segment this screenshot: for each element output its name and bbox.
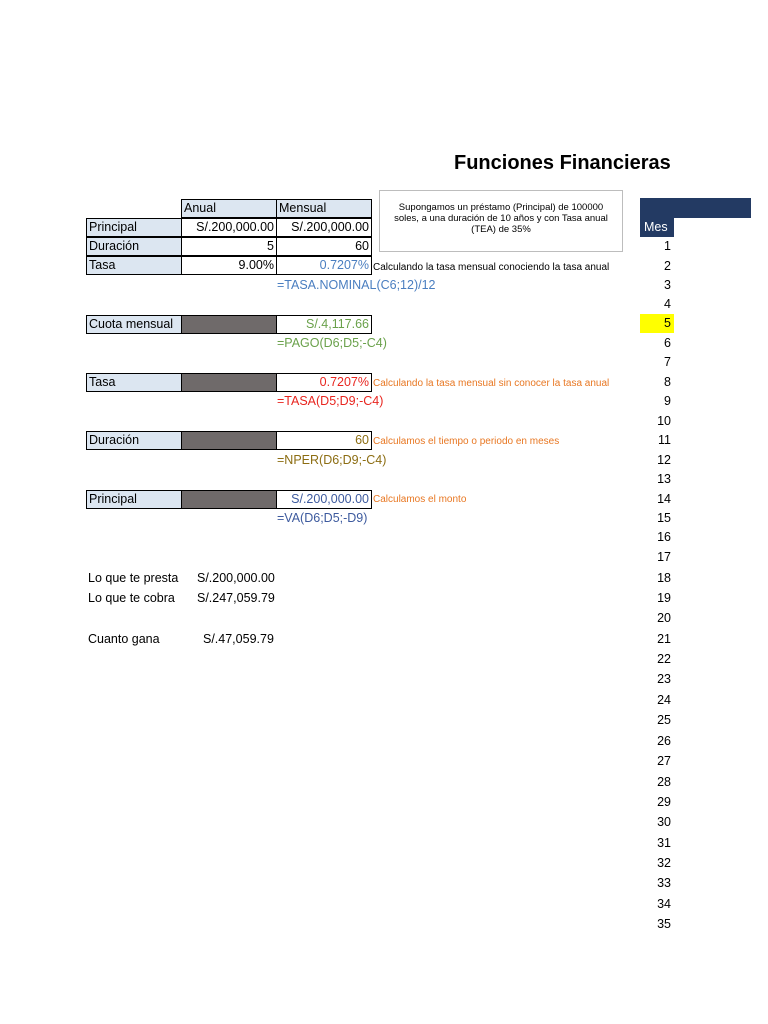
month-cell[interactable]: 31 — [657, 836, 671, 850]
month-cell[interactable]: 5 — [640, 314, 674, 333]
month-cell[interactable]: 3 — [664, 278, 671, 292]
month-cell[interactable]: 1 — [664, 239, 671, 253]
row-tasa-mensual[interactable]: 0.7207% — [276, 256, 372, 275]
row-principal-mensual[interactable]: S/.200,000.00 — [276, 218, 372, 237]
va-formula: =VA(D6;D5;-D9) — [277, 511, 368, 525]
month-cell[interactable]: 16 — [657, 530, 671, 544]
month-cell[interactable]: 29 — [657, 795, 671, 809]
principal-block-label[interactable]: Principal — [86, 490, 182, 509]
month-cell[interactable]: 14 — [657, 492, 671, 506]
month-cell[interactable]: 25 — [657, 713, 671, 727]
cuota-mensual-empty-cell[interactable] — [181, 315, 277, 334]
duracion-block-value[interactable]: 60 — [276, 431, 372, 450]
cuota-mensual-value[interactable]: S/.4,117.66 — [276, 315, 372, 334]
month-cell[interactable]: 34 — [657, 897, 671, 911]
sheet-title: Funciones Financieras — [454, 152, 671, 174]
month-column-header-bar[interactable] — [640, 198, 751, 218]
month-cell[interactable]: 11 — [658, 433, 671, 447]
month-cell[interactable]: 26 — [657, 734, 671, 748]
duracion-block-note: Calculamos el tiempo o periodo en meses — [373, 436, 560, 447]
duracion-block-label[interactable]: Duración — [86, 431, 182, 450]
row-principal-anual[interactable]: S/.200,000.00 — [181, 218, 277, 237]
header-anual[interactable]: Anual — [181, 199, 277, 218]
month-cell[interactable]: 17 — [657, 550, 671, 564]
month-cell[interactable]: 33 — [657, 876, 671, 890]
summary-cobra-label[interactable]: Lo que te cobra — [88, 591, 175, 605]
summary-gana-value[interactable]: S/.47,059.79 — [203, 632, 274, 646]
row-tasa-anual[interactable]: 9.00% — [181, 256, 277, 275]
month-cell[interactable]: 24 — [657, 693, 671, 707]
month-cell[interactable]: 9 — [664, 394, 671, 408]
duracion-block-empty-cell[interactable] — [181, 431, 277, 450]
summary-gana-label[interactable]: Cuanto gana — [88, 632, 160, 646]
month-cell[interactable]: 8 — [664, 375, 671, 389]
tasa-formula: =TASA(D5;D9;-C4) — [277, 394, 384, 408]
month-cell[interactable]: 22 — [657, 652, 671, 666]
pago-formula: =PAGO(D6;D5;-C4) — [277, 336, 387, 350]
month-cell[interactable]: 20 — [657, 611, 671, 625]
row-tasa-label[interactable]: Tasa — [86, 256, 182, 275]
month-cell[interactable]: 18 — [657, 571, 671, 585]
tasa-block-value[interactable]: 0.7207% — [276, 373, 372, 392]
nper-formula: =NPER(D6;D9;-C4) — [277, 453, 387, 467]
month-cell[interactable]: 4 — [664, 297, 671, 311]
info-text-box[interactable]: Supongamos un préstamo (Principal) de 100000 soles, a una duración de 10 años y con Tasa anual (TEA) de 35% — [379, 190, 623, 252]
month-cell[interactable]: 30 — [657, 815, 671, 829]
month-cell[interactable]: 6 — [664, 336, 671, 350]
month-cell[interactable]: 12 — [657, 453, 671, 467]
month-cell[interactable]: 35 — [657, 917, 671, 931]
principal-block-value[interactable]: S/.200,000.00 — [276, 490, 372, 509]
month-cell[interactable]: 19 — [657, 591, 671, 605]
month-cell[interactable]: 2 — [664, 259, 671, 273]
summary-cobra-value[interactable]: S/.247,059.79 — [197, 591, 275, 605]
cuota-mensual-label[interactable]: Cuota mensual — [86, 315, 182, 334]
mes-header[interactable]: Mes — [640, 218, 674, 237]
row-duracion-anual[interactable]: 5 — [181, 237, 277, 256]
header-mensual[interactable]: Mensual — [276, 199, 372, 218]
month-cell[interactable]: 10 — [657, 414, 671, 428]
month-cell[interactable]: 13 — [657, 472, 671, 486]
summary-presta-value[interactable]: S/.200,000.00 — [197, 571, 275, 585]
tasa-note: Calculando la tasa mensual conociendo la tasa anual — [373, 262, 610, 273]
principal-block-note: Calculamos el monto — [373, 494, 467, 505]
row-principal-label[interactable]: Principal — [86, 218, 182, 237]
month-cell[interactable]: 15 — [657, 511, 671, 525]
tasa-nominal-formula: =TASA.NOMINAL(C6;12)/12 — [277, 278, 436, 292]
month-cell[interactable]: 21 — [657, 632, 671, 646]
summary-presta-label[interactable]: Lo que te presta — [88, 571, 179, 585]
month-cell[interactable]: 23 — [657, 672, 671, 686]
month-cell[interactable]: 27 — [657, 754, 671, 768]
row-duracion-label[interactable]: Duración — [86, 237, 182, 256]
row-duracion-mensual[interactable]: 60 — [276, 237, 372, 256]
month-cell[interactable]: 7 — [664, 355, 671, 369]
tasa-block-empty-cell[interactable] — [181, 373, 277, 392]
tasa-block-label[interactable]: Tasa — [86, 373, 182, 392]
tasa-block-note: Calculando la tasa mensual sin conocer la tasa anual — [373, 378, 610, 389]
principal-block-empty-cell[interactable] — [181, 490, 277, 509]
month-cell[interactable]: 28 — [657, 775, 671, 789]
month-cell[interactable]: 32 — [657, 856, 671, 870]
